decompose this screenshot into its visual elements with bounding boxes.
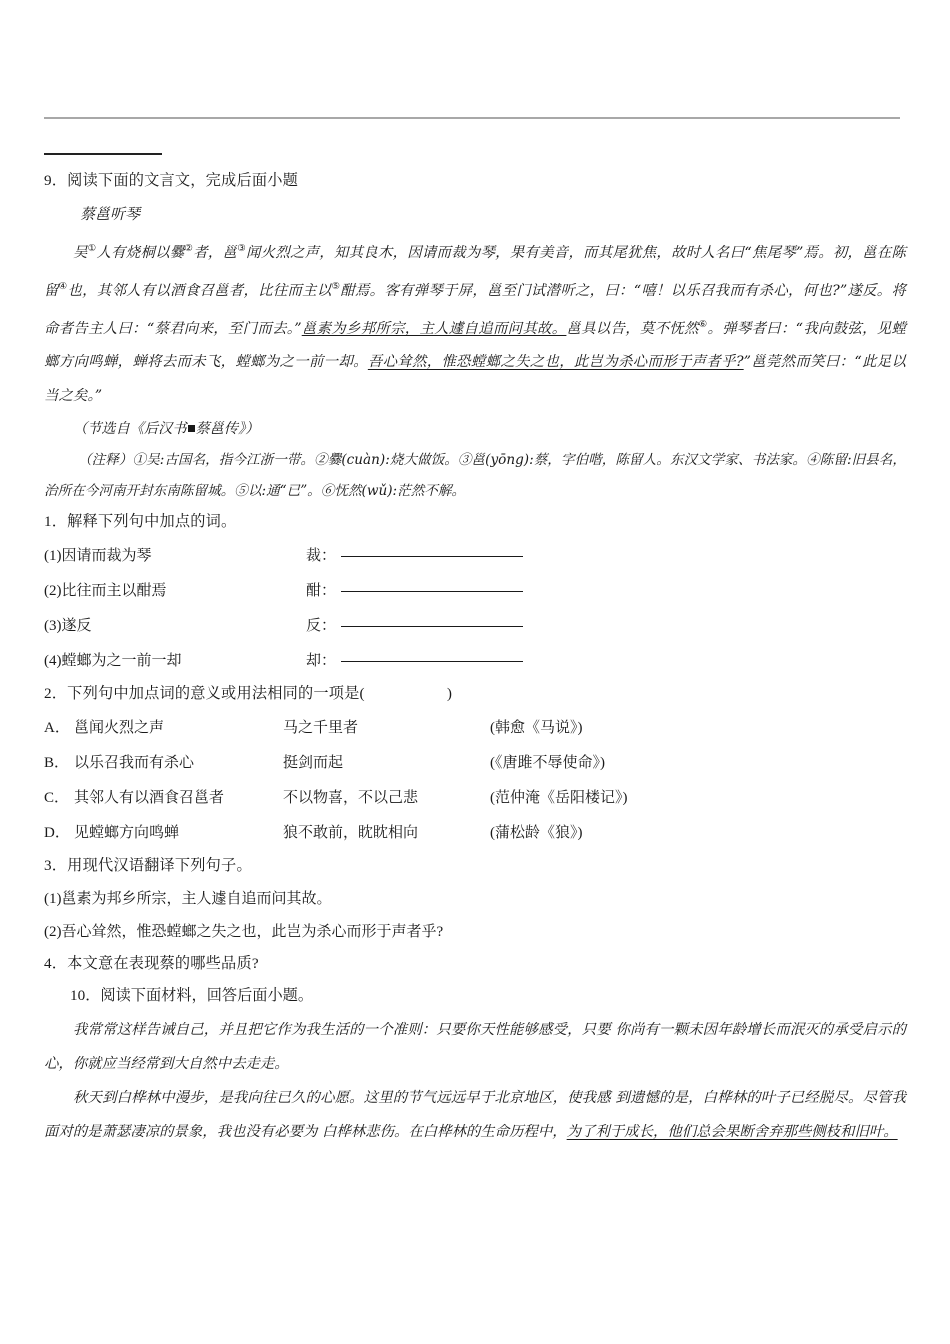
underlined-sentence-2: 吾心耸然，惟恐螳螂之失之也，此岂为杀心而形于声者乎?	[367, 354, 744, 371]
blank-row	[44, 609, 906, 644]
passage-text-seg: 吴	[73, 244, 88, 261]
footnote-marker-6: ⑥	[698, 318, 708, 330]
passage-text-seg: 酣焉。客有弹琴于屏，邕至门试潜听之，曰：“嘻！以乐召我而有杀心，何也?”遂反。将命者告主人曰：“蔡君向来，至门而去。”	[44, 282, 906, 337]
option-citation: (韩愈《马说》)	[490, 720, 583, 737]
modern-passage-paragraph-2	[44, 1081, 906, 1149]
modern-passage-paragraph-1: 我常常这样告诫自己，并且把它作为我生活的一个准则：只要你天性能够感受，只要 你尚有一颗未因年龄增长而泯灭的承受启示的心，你就应当经常到大自然中去走走。	[44, 1022, 906, 1073]
passage-text-seg: 。弹琴者曰：“我向鼓弦，见螳螂方向鸣蝉，蝉将去而未飞，螳螂为之一前一却。	[44, 320, 906, 371]
option-label: B．	[44, 755, 70, 772]
blank-word-label: 裁：	[306, 548, 337, 565]
option-label: C．	[44, 790, 70, 807]
footnote-marker-2: ②	[184, 243, 194, 254]
option-text-middle: 马之千里者	[283, 720, 359, 737]
blank-stem: (3)遂反	[44, 618, 92, 635]
blank-stem: (2)比往而主以酣焉	[44, 583, 167, 600]
passage-text-seg: 闻火烈之声，知其良木，因请而裁为琴，果有美音，而其尾犹焦，故时人名曰“焦尾琴”焉。初，邕在陈留	[44, 244, 907, 299]
passage-text-seg: 者，邕	[193, 244, 238, 261]
sub-question-3-item-1: (1)邕素为邦乡所宗，主人遽自追而问其故。	[44, 891, 332, 908]
option-label: A．	[44, 720, 70, 737]
modern-passage-text-seg: 秋天到白桦林中漫步，是我向往已久的心愿。这里的节气远远早于北京地区，使我感 到遗憾的是，白桦林的叶子已经脱尽。尽管我面对的是萧瑟凄凉的景象，我也没有必要为 白桦林悲伤。在白桦林的生命历程中，	[44, 1090, 906, 1141]
option-text-middle: 狼不敢前，眈眈相向	[283, 825, 419, 842]
option-citation: (《唐雎不辱使命》)	[490, 755, 605, 772]
passage-text-seg: ”邕莞然而笑曰：“此足以当之矣。”	[44, 354, 906, 405]
passage-title: 蔡邕听琴	[80, 205, 141, 223]
underlined-sentence-1: 邕素为乡邦所宗，主人遽自追而问其故。	[301, 320, 567, 337]
header-divider-rule	[44, 117, 900, 119]
answer-blank-field[interactable]	[341, 625, 523, 627]
passage-source	[44, 413, 906, 445]
option-citation: (蒲松龄《狼》)	[490, 825, 583, 842]
option-label: D．	[44, 825, 70, 842]
option-text-middle: 挺剑而起	[283, 755, 344, 772]
choice-option-d[interactable]	[44, 816, 906, 851]
block-separator-icon	[188, 425, 195, 432]
footnote-marker-3: ③	[237, 243, 246, 254]
underlined-sentence-3: 为了利于成长，他们总会果断舍弃那些侧枝和旧叶。	[566, 1124, 898, 1141]
blank-word-label: 酣：	[306, 583, 337, 600]
short-answer-rule	[44, 153, 162, 155]
option-text-left: 邕闻火烈之声	[74, 720, 165, 737]
sub-question-3-prompt: 3．用现代汉语翻译下列句子。	[44, 857, 252, 875]
document-content	[44, 166, 906, 1149]
blank-row	[44, 574, 906, 609]
classical-passage-part-1	[44, 232, 906, 413]
blank-row	[44, 644, 906, 679]
passage-text-seg: 也，其邻人有以酒食召邕者，比往而主以	[67, 282, 332, 299]
answer-blank-field[interactable]	[341, 660, 523, 662]
option-text-middle: 不以物喜，不以己悲	[283, 790, 419, 807]
sub-question-2-prompt	[44, 679, 906, 709]
question-10-prompt: 10．阅读下面材料，回答后面小题。	[70, 987, 313, 1005]
passage-text-seg: 人有烧桐以爨	[96, 244, 185, 261]
passage-text-seg: 邕具以告，莫不怃然	[566, 320, 699, 337]
sub-question-3-item-2: (2)吾心耸然，惟恐螳螂之失之也，此岂为杀心而形于声者乎?	[44, 924, 444, 941]
sub-question-1-prompt: 1．解释下列句中加点的词。	[44, 513, 237, 531]
blank-row	[44, 539, 906, 574]
choice-option-b[interactable]	[44, 746, 906, 781]
option-text-left: 见螳螂方向鸣蝉	[74, 825, 180, 842]
source-suffix: 蔡邕传》）	[195, 421, 260, 438]
passage-footnotes: （注释）①吴:古国名，指今江浙一带。②爨(cuàn):烧大做饭。③邕(yōng):蔡，字伯喈，陈留人。东汉文学家、书法家。④陈留:旧县名，治所在今河南开封东南陈留城。⑤以:通“已”。⑥怃然(wǔ):茫然不解。	[44, 452, 906, 500]
choice-option-c[interactable]	[44, 781, 906, 816]
blank-word-label: 反：	[306, 618, 337, 635]
sub-question-2-prompt-pre: 2．下列句中加点词的意义或用法相同的一项是(	[44, 685, 365, 703]
blank-stem: (4)螳螂为之一前一却	[44, 653, 182, 670]
answer-blank-field[interactable]	[341, 555, 523, 557]
source-prefix: （节选自《后汉书	[73, 421, 187, 438]
footnote-marker-1: ①	[87, 243, 97, 254]
option-citation: (范仲淹《岳阳楼记》)	[490, 790, 628, 807]
footnote-marker-4: ④	[58, 280, 68, 292]
sub-question-2-prompt-post: )	[446, 685, 453, 703]
question-9-prompt: 9．阅读下面的文言文，完成后面小题	[44, 172, 298, 189]
option-text-left: 其邻人有以酒食召邕者	[74, 790, 225, 807]
blank-stem: (1)因请而裁为琴	[44, 548, 152, 565]
choice-option-a[interactable]	[44, 711, 906, 746]
answer-blank-field[interactable]	[341, 590, 523, 592]
sub-question-4-prompt: 4．本文意在表现蔡的哪些品质?	[44, 955, 259, 973]
option-text-left: 以乐召我而有杀心	[74, 755, 195, 772]
footnote-marker-5: ⑤	[331, 280, 341, 292]
blank-word-label: 却：	[306, 653, 337, 670]
